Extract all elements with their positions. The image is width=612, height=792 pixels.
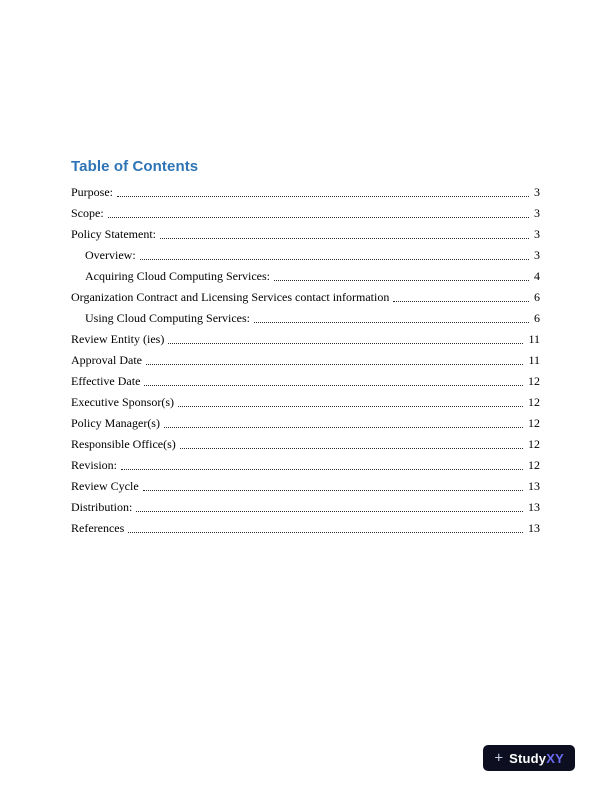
- toc-entry-label: References: [71, 521, 125, 535]
- toc-leader-dots: [252, 324, 532, 325]
- toc-entry-page: 13: [528, 479, 540, 493]
- toc-entry[interactable]: [71, 417, 540, 430]
- toc-entry-page: 12: [528, 395, 540, 409]
- toc-entry-page: 3: [534, 206, 540, 220]
- toc-entry[interactable]: [71, 522, 540, 535]
- table-of-contents: [71, 186, 540, 535]
- toc-entry-label: Responsible Office(s): [71, 437, 176, 451]
- toc-leader-dots: [119, 471, 526, 472]
- brand-wordmark: [509, 751, 564, 766]
- toc-entry[interactable]: [71, 501, 540, 514]
- toc-entry-label: Executive Sponsor(s): [71, 395, 174, 409]
- toc-entry[interactable]: [71, 249, 540, 262]
- toc-leader-dots: [144, 366, 526, 367]
- toc-entry-page: 12: [528, 437, 540, 451]
- toc-leader-dots: [138, 261, 532, 262]
- toc-entry-page: 6: [534, 311, 540, 325]
- toc-leader-dots: [162, 429, 526, 430]
- toc-entry[interactable]: [71, 228, 540, 241]
- brand-name-accent: XY: [546, 750, 564, 766]
- toc-entry-page: 13: [528, 500, 540, 514]
- toc-entry[interactable]: [71, 480, 540, 493]
- studyxy-logo: [483, 745, 575, 771]
- toc-entry-label: Approval Date: [71, 353, 142, 367]
- toc-leader-dots: [176, 408, 526, 409]
- toc-entry-label: Purpose:: [71, 185, 113, 199]
- toc-entry-label: Policy Statement:: [71, 227, 156, 241]
- toc-entry[interactable]: [71, 291, 540, 304]
- toc-entry-page: 3: [534, 227, 540, 241]
- toc-leader-dots: [158, 240, 532, 241]
- toc-entry-label: Review Cycle: [71, 479, 139, 493]
- toc-leader-dots: [126, 534, 526, 535]
- toc-leader-dots: [115, 198, 532, 199]
- toc-entry[interactable]: [71, 375, 540, 388]
- toc-leader-dots: [166, 345, 526, 346]
- toc-leader-dots: [141, 492, 526, 493]
- toc-section: [71, 158, 540, 543]
- toc-entry-page: 13: [528, 521, 540, 535]
- toc-leader-dots: [142, 387, 526, 388]
- toc-entry[interactable]: [71, 312, 540, 325]
- toc-entry-label: Using Cloud Computing Services:: [85, 311, 250, 325]
- toc-entry[interactable]: [71, 186, 540, 199]
- toc-leader-dots: [106, 219, 532, 220]
- toc-entry[interactable]: [71, 354, 540, 367]
- toc-entry-label: Organization Contract and Licensing Services contact information: [71, 290, 390, 304]
- toc-entry-page: 12: [528, 374, 540, 388]
- toc-entry[interactable]: [71, 207, 540, 220]
- toc-entry[interactable]: [71, 333, 540, 346]
- toc-leader-dots: [178, 450, 526, 451]
- toc-entry-page: 3: [534, 248, 540, 262]
- toc-leader-dots: [134, 513, 526, 514]
- toc-entry-label: Acquiring Cloud Computing Services:: [85, 269, 270, 283]
- toc-entry-label: Review Entity (ies): [71, 332, 165, 346]
- toc-entry-label: Revision:: [71, 458, 118, 472]
- toc-entry[interactable]: [71, 396, 540, 409]
- toc-entry-page: 4: [534, 269, 540, 283]
- toc-entry-label: Effective Date: [71, 374, 141, 388]
- toc-entry-label: Overview:: [85, 248, 136, 262]
- toc-leader-dots: [391, 303, 532, 304]
- toc-entry[interactable]: [71, 438, 540, 451]
- toc-entry-page: 12: [528, 416, 540, 430]
- toc-entry-label: Policy Manager(s): [71, 416, 160, 430]
- toc-entry-page: 3: [534, 185, 540, 199]
- brand-name-primary: Study: [509, 750, 547, 766]
- toc-entry-page: 6: [534, 290, 540, 304]
- toc-entry-page: 12: [528, 458, 540, 472]
- toc-entry-page: 11: [528, 353, 540, 367]
- plus-icon: +: [494, 749, 504, 766]
- toc-entry-page: 11: [528, 332, 540, 346]
- toc-title: Table of Contents: [71, 158, 199, 175]
- toc-entry-label: Scope:: [71, 206, 104, 220]
- toc-entry[interactable]: [71, 459, 540, 472]
- toc-entry[interactable]: [71, 270, 540, 283]
- toc-entry-label: Distribution:: [71, 500, 133, 514]
- toc-leader-dots: [272, 282, 532, 283]
